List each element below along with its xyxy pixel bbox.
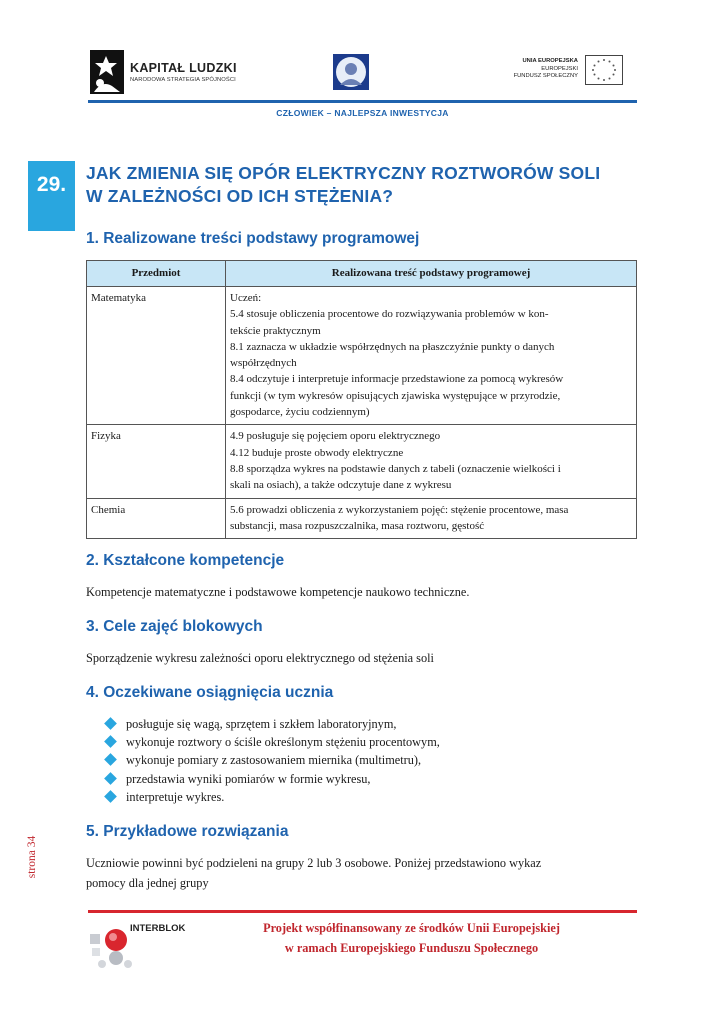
interblok-logo-text: INTERBLOK bbox=[130, 923, 186, 934]
eu-line3: FUNDUSZ SPOŁECZNY bbox=[513, 73, 578, 80]
list-item bbox=[106, 715, 440, 733]
kapital-ludzki-logo bbox=[90, 50, 237, 94]
content-line: tekście praktycznym bbox=[230, 324, 321, 337]
chapter-number: 29. bbox=[36, 173, 67, 196]
section5-line1: Uczniowie powinni być podzieleni na grupy 2 lub 3 osobowe. Poniżej przedstawiono wykaz bbox=[86, 856, 542, 870]
content-cell bbox=[226, 287, 637, 425]
program-name: KAPITAŁ LUDZKI bbox=[130, 61, 237, 75]
diamond-bullet-icon bbox=[104, 790, 117, 803]
section1-heading: 1. Realizowane treści podstawy programowej bbox=[86, 230, 420, 247]
kapital-ludzki-icon bbox=[90, 50, 124, 94]
content-line: 4.12 buduje proste obwody elektryczne bbox=[230, 446, 404, 459]
table-row bbox=[87, 498, 637, 539]
subject-cell: Matematyka bbox=[87, 287, 226, 425]
section3-text: Sporządzenie wykresu zależności oporu elektrycznego od stężenia soli bbox=[86, 651, 434, 665]
content-line: 8.8 sporządza wykres na podstawie danych z tabeli (oznaczenie wielkości i bbox=[230, 462, 561, 475]
table-header-row bbox=[87, 261, 637, 287]
content-line: funkcji (w tym wykresów opisujących zjawiska występujące w przyrodzie, bbox=[230, 389, 561, 402]
content-line: 4.9 posługuje się pojęciem oporu elektrycznego bbox=[230, 430, 441, 443]
list-item bbox=[106, 751, 440, 769]
interblok-logo-icon bbox=[88, 918, 188, 970]
content-line: 5.6 prowadzi obliczenia z wykorzystaniem pojęć: stężenie procentowe, masa bbox=[230, 503, 569, 516]
list-item-text: wykonuje roztwory o ściśle określonym stężeniu procentowym, bbox=[126, 735, 440, 750]
footer-line2: w ramach Europejskiego Funduszu Społecznego bbox=[284, 941, 539, 955]
diamond-bullet-icon bbox=[104, 717, 117, 730]
achievements-list bbox=[106, 715, 440, 806]
footer-line1: Projekt współfinansowany ze środków Unii Europejskiej bbox=[263, 921, 560, 935]
content-cell bbox=[226, 498, 637, 539]
diamond-bullet-icon bbox=[104, 735, 117, 748]
subject-cell: Chemia bbox=[87, 498, 226, 539]
table-row bbox=[87, 287, 637, 425]
eu-line2: EUROPEJSKI bbox=[541, 65, 578, 72]
content-line: Uczeń: bbox=[230, 292, 262, 304]
eu-label bbox=[482, 58, 578, 81]
content-cell bbox=[226, 425, 637, 498]
footer-text bbox=[186, 918, 637, 958]
section2-text: Kompetencje matematyczne i podstawowe kompetencje naukowo techniczne. bbox=[86, 585, 470, 599]
header-divider bbox=[88, 100, 637, 103]
list-item-text: przedstawia wyniki pomiarów w formie wykresu, bbox=[126, 771, 371, 786]
list-item-text: wykonuje pomiary z zastosowaniem miernika (multimetru), bbox=[126, 753, 422, 768]
subject-cell: Fizyka bbox=[87, 425, 226, 498]
slogan: CZŁOWIEK – NAJLEPSZA INWESTYCJA bbox=[276, 108, 449, 118]
section3-heading: 3. Cele zajęć blokowych bbox=[86, 618, 263, 635]
list-item-text: posługuje się wagą, sprzętem i szkłem laboratoryjnym, bbox=[126, 717, 397, 731]
medallion-portrait-icon bbox=[333, 54, 369, 90]
page-title bbox=[86, 162, 646, 208]
program-subtitle: NARODOWA STRATEGIA SPÓJNOŚCI bbox=[130, 77, 236, 83]
list-item bbox=[106, 733, 440, 751]
col-subject-header: Przedmiot bbox=[87, 261, 226, 287]
section2-heading: 2. Kształcone kompetencje bbox=[86, 552, 285, 569]
eu-flag-icon bbox=[585, 55, 623, 85]
section4-heading: 4. Oczekiwane osiągnięcia ucznia bbox=[86, 684, 334, 701]
list-item bbox=[106, 770, 440, 788]
eu-line1: UNIA EUROPEJSKA bbox=[522, 58, 578, 64]
list-item-text: interpretuje wykres. bbox=[126, 789, 225, 804]
diamond-bullet-icon bbox=[104, 754, 117, 767]
content-line: substancji, masa rozpuszczalnika, masa roztworu, gęstość bbox=[230, 519, 485, 532]
chapter-number-box bbox=[28, 161, 75, 231]
content-line: współrzędnych bbox=[230, 357, 297, 370]
section5-text bbox=[86, 853, 637, 893]
col-content-header: Realizowana treść podstawy programowej bbox=[226, 261, 637, 287]
footer-divider bbox=[88, 910, 637, 913]
list-item bbox=[106, 788, 440, 806]
table-row bbox=[87, 425, 637, 498]
content-line: gospodarce, życiu codziennym) bbox=[230, 406, 370, 419]
section5-heading: 5. Przykładowe rozwiązania bbox=[86, 823, 289, 840]
curriculum-table bbox=[86, 260, 637, 539]
content-line: 8.1 zaznacza w układzie współrzędnych na płaszczyźnie punkty o danych bbox=[230, 340, 555, 353]
title-line1: JAK ZMIENIA SIĘ OPÓR ELEKTRYCZNY ROZTWORÓW SOLI bbox=[86, 163, 601, 183]
diamond-bullet-icon bbox=[104, 772, 117, 785]
section5-line2: pomocy dla jednej grupy bbox=[86, 876, 209, 890]
content-line: 8.4 odczytuje i interpretuje informacje przedstawione za pomocą wykresów bbox=[230, 373, 564, 386]
side-page-number bbox=[25, 830, 39, 884]
content-line: skali na osiach), a także odczytuje dane z wykresu bbox=[230, 479, 452, 492]
page-number-label: strona 34 bbox=[26, 835, 38, 879]
content-line: 5.4 stosuje obliczenia procentowe do rozwiązywania problemów w kon- bbox=[230, 308, 549, 321]
title-line2: W ZALEŻNOŚCI OD ICH STĘŻENIA? bbox=[86, 186, 394, 206]
